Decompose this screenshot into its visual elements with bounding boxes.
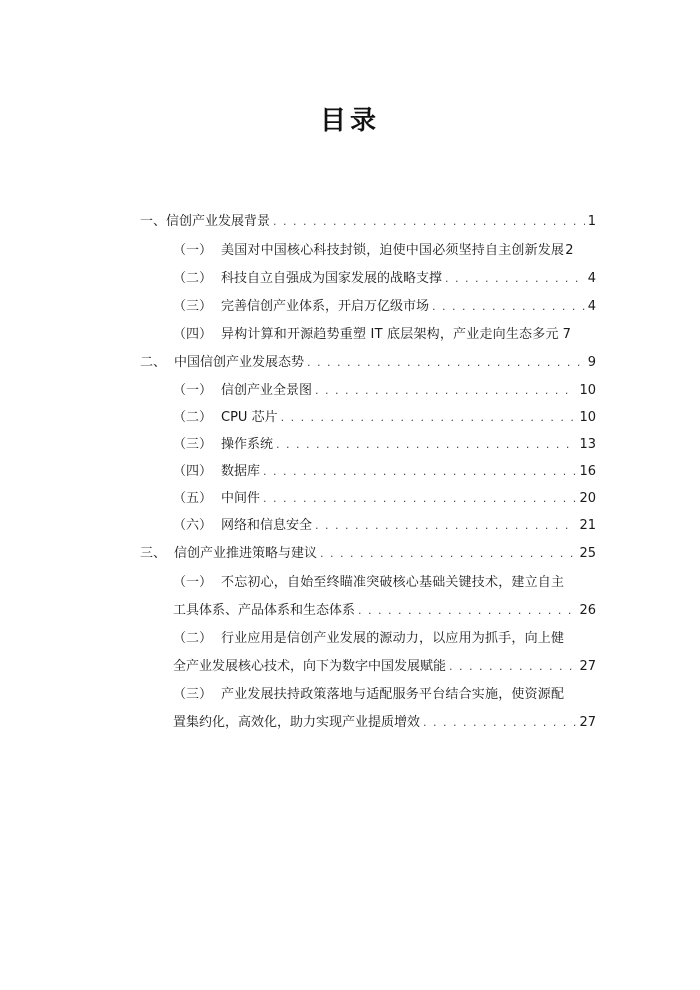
- toc-page-number: 20: [579, 491, 596, 506]
- toc-number: （一）: [173, 243, 213, 258]
- toc-page-number: 7: [562, 327, 571, 342]
- toc-page-number: 27: [579, 715, 596, 730]
- toc-number: 二、: [140, 355, 167, 370]
- toc-leader-dots: [320, 544, 576, 564]
- toc-page-number: 21: [579, 518, 596, 533]
- toc-entry-1-3[interactable]: [173, 297, 596, 317]
- toc-number: （一）: [173, 575, 213, 590]
- toc-page-number: 27: [579, 659, 596, 674]
- toc-page-number: 26: [579, 603, 596, 618]
- toc-text: 信创产业推进策略与建议: [174, 546, 318, 561]
- toc-entry-section-3[interactable]: [140, 544, 596, 564]
- toc-entry-3-1-continued[interactable]: [173, 601, 596, 621]
- toc-entry-2-4[interactable]: [173, 462, 596, 482]
- toc-entry-2-3[interactable]: [173, 435, 596, 455]
- toc-page-number: 10: [579, 383, 596, 398]
- toc-text: 信创产业发展背景: [166, 214, 271, 229]
- toc-text: 数据库: [221, 464, 261, 479]
- toc-leader-dots: [307, 353, 585, 373]
- toc-leader-dots: [263, 462, 576, 482]
- toc-page-number: 10: [579, 410, 596, 425]
- toc-number: （四）: [173, 464, 213, 479]
- toc-number: 三、: [140, 546, 167, 561]
- toc-leader-dots: [358, 601, 576, 621]
- toc-text: 行业应用是信创产业发展的源动力，以应用为抓手，向上健: [221, 631, 565, 646]
- toc-page-number: 2: [565, 243, 574, 258]
- toc-entry-section-1[interactable]: [140, 212, 596, 232]
- toc-text: 中国信创产业发展态势: [174, 355, 305, 370]
- toc-entry-2-6[interactable]: [173, 516, 596, 536]
- toc-leader-dots: [449, 657, 576, 677]
- toc-entry-3-3[interactable]: [173, 685, 596, 705]
- toc-entry-1-4[interactable]: [173, 325, 596, 345]
- toc-page-number: 25: [579, 546, 596, 561]
- toc-text-continued: 全产业发展核心技术，向下为数字中国发展赋能: [173, 659, 447, 674]
- toc-entry-section-2[interactable]: [140, 353, 596, 373]
- toc-text-continued: 置集约化，高效化，助力实现产业提质增效: [173, 715, 421, 730]
- toc-leader-dots: [315, 381, 576, 401]
- toc-leader-dots: [423, 713, 576, 733]
- toc-text: 产业发展扶持政策落地与适配服务平台结合实施，使资源配: [221, 687, 565, 702]
- toc-text: 信创产业全景图: [221, 383, 313, 398]
- toc-text: 完善信创产业体系，开启万亿级市场: [221, 299, 430, 314]
- toc-entry-1-1[interactable]: [173, 241, 596, 261]
- toc-page-number: 13: [579, 437, 596, 452]
- toc-text: 美国对中国核心科技封锁，迫使中国必须坚持自主创新发展: [221, 243, 565, 258]
- toc-entry-3-3-continued[interactable]: [173, 713, 596, 733]
- toc-page-number: 4: [587, 299, 596, 314]
- toc-page-number: 16: [579, 464, 596, 479]
- toc-number: （一）: [173, 383, 213, 398]
- toc-entry-2-2[interactable]: [173, 408, 596, 428]
- page-title: 目录: [319, 106, 380, 136]
- toc-text: CPU 芯片: [221, 410, 278, 425]
- toc-text: 科技自立自强成为国家发展的战略支撑: [221, 271, 443, 286]
- toc-text: 网络和信息安全: [221, 518, 313, 533]
- toc-page-number: 9: [587, 355, 596, 370]
- toc-entry-3-2[interactable]: [173, 629, 596, 649]
- toc-leader-dots: [445, 269, 585, 289]
- toc-number: （三）: [173, 437, 213, 452]
- toc-number: （五）: [173, 491, 213, 506]
- toc-number: （四）: [173, 327, 213, 342]
- toc-text-continued: 工具体系、产品体系和生态体系: [173, 603, 356, 618]
- toc-entry-2-5[interactable]: [173, 489, 596, 509]
- toc-leader-dots: [276, 435, 576, 455]
- toc-page-number: 1: [587, 214, 596, 229]
- toc-text: 不忘初心，自始至终瞄准突破核心基础关键技术，建立自主: [221, 575, 565, 590]
- toc-page-number: 4: [587, 271, 596, 286]
- toc-leader-dots: [315, 516, 576, 536]
- toc-entry-1-2[interactable]: [173, 269, 596, 289]
- toc-entry-2-1[interactable]: [173, 381, 596, 401]
- toc-text: 中间件: [221, 491, 261, 506]
- toc-entry-3-2-continued[interactable]: [173, 657, 596, 677]
- toc-text: 操作系统: [221, 437, 274, 452]
- toc-number: （三）: [173, 299, 213, 314]
- toc-number: （六）: [173, 518, 213, 533]
- toc-text: 异构计算和开源趋势重塑 IT 底层架构，产业走向生态多元: [221, 327, 559, 342]
- toc-entry-3-1[interactable]: [173, 573, 596, 593]
- toc-number: （二）: [173, 631, 213, 646]
- toc-leader-dots: [263, 489, 576, 509]
- toc-leader-dots: [273, 212, 585, 232]
- toc-number: （二）: [173, 271, 213, 286]
- toc-number: 一、: [140, 214, 167, 229]
- toc-number: （二）: [173, 410, 213, 425]
- toc-leader-dots: [432, 297, 585, 317]
- toc-leader-dots: [281, 408, 577, 428]
- toc-number: （三）: [173, 687, 213, 702]
